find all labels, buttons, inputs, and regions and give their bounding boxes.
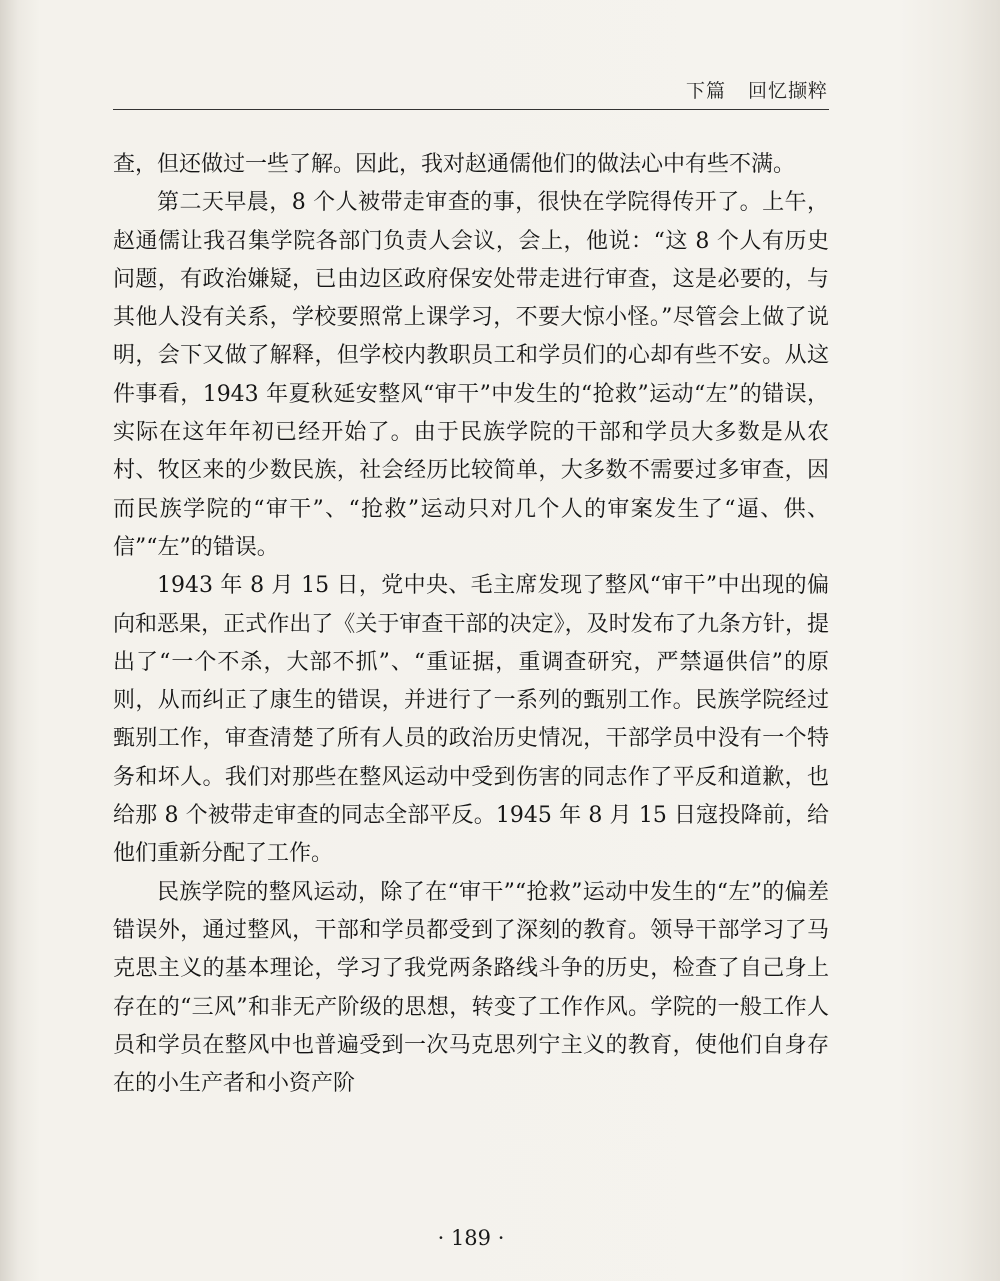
header-rule <box>113 109 829 110</box>
header-section: 回忆撷粹 <box>747 80 828 102</box>
header-part: 下篇 <box>685 80 726 102</box>
paragraph-1: 查，但还做过一些了解。因此，我对赵通儒他们的做法心中有些不满。 <box>113 152 796 177</box>
running-header <box>686 76 828 103</box>
paragraph-4: 民族学院的整风运动，除了在“审干”“抢救”运动中发生的“左”的偏差错误外，通过整风，干部和学员都受到了深刻的教育。领导干部学习了马克思主义的基本理论，学习了我党两条路线斗争的历史，检查了自己身上存在的“三风”和非无产阶级的思想，转变了工作作风。学院的一般工作人员和学员在整风中也普遍受到一次马克思列宁主义的教育，使他们自身存在的小生产者和小资产阶 <box>113 879 829 1097</box>
paragraph-2: 第二天早晨，8 个人被带走审查的事，很快在学院得传开了。上午，赵通儒让我召集学院各部门负责人会议，会上，他说：“这 8 个人有历史问题，有政治嫌疑，已由边区政府保安处带走进行审查，这是必要的，与其他人没有关系，学校要照常上课学习，不要大惊小怪。”尽管会上做了说明，会下又做了解释，但学校内教职员工和学员们的心却有些不安。从这件事看，1943 年夏秋延安整风“审干”中发生的“抢救”运动“左”的错误，实际在这年年初已经开始了。由于民族学院的干部和学员大多数是从农村、牧区来的少数民族，社会经历比较简单，大多数不需要过多审查，因而民族学院的“审干”、“抢救”运动只对几个人的审案发生了“逼、供、信”“左”的错误。 <box>113 190 829 560</box>
body-text <box>113 146 829 1103</box>
page-number: · 189 · <box>437 1226 505 1250</box>
paragraph-3: 1943 年 8 月 15 日，党中央、毛主席发现了整风“审干”中出现的偏向和恶果，正式作出了《关于审查干部的决定》，及时发布了九条方针，提出了“一个不杀，大部不抓”、“重证据，重调查研究，严禁逼供信”的原则，从而纠正了康生的错误，并进行了一系列的甄别工作。民族学院经过甄别工作，审查清楚了所有人员的政治历史情况，干部学员中没有一个特务和坏人。我们对那些在整风运动中受到伤害的同志作了平反和道歉，也给那 8 个被带走审查的同志全部平反。1945 年 8 月 15 日寇投降前，给他们重新分配了工作。 <box>113 573 829 867</box>
